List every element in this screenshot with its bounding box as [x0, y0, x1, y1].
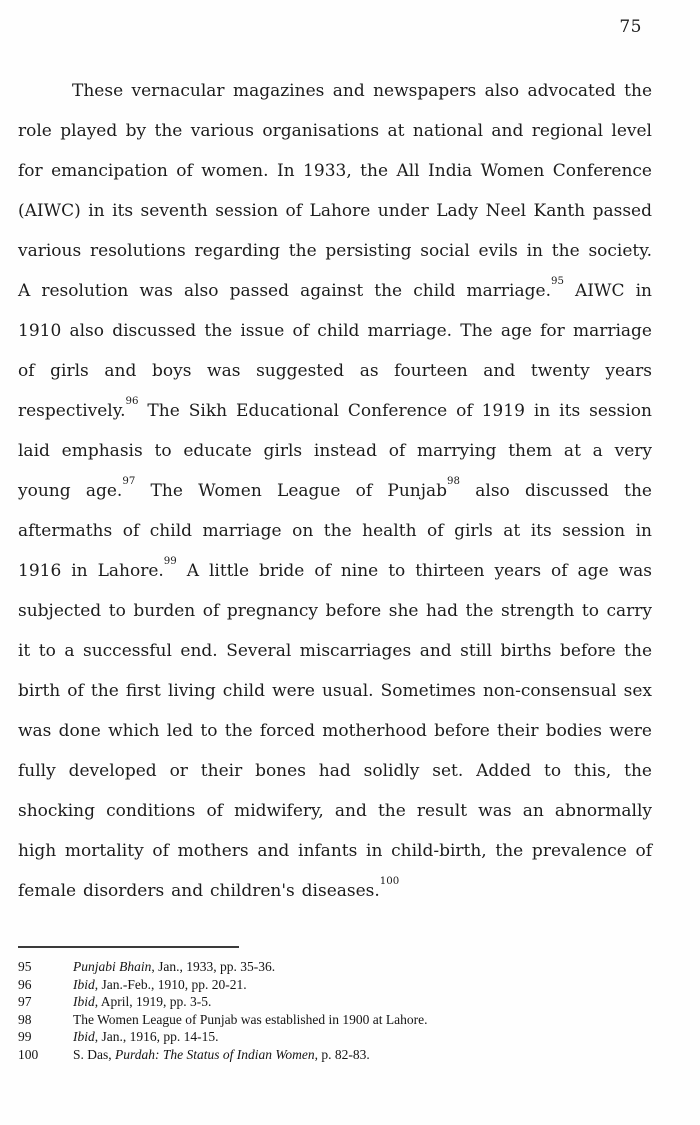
paragraph-text-run: also discussed the aftermaths of child marriage on the health of girls at its session in 1916 in Lahore. [18, 481, 652, 581]
footnote-item [18, 1028, 670, 1046]
body-paragraph [18, 71, 652, 911]
footnote-text [73, 1028, 219, 1046]
footnote-text [73, 976, 247, 994]
footnote-text-run: S. Das, [73, 1046, 116, 1062]
footnote-text-run: , Jan., 1933, pp. 35-36. [151, 959, 276, 974]
footnote-item [18, 958, 670, 976]
footnote-text-italic-run: Ibid [73, 1029, 95, 1045]
paragraph-text-run: AIWC in 1910 also discussed the issue of child marriage. The age for marriage of girls and boys was suggested as fourteen and twenty years respectively. [18, 281, 652, 421]
footnote-marker: 98 [447, 475, 461, 487]
footnote-item [18, 1046, 670, 1064]
footnote-marker: 95 [550, 275, 564, 287]
footnote-list [18, 958, 670, 1064]
paragraph-text-run: The Women League of Punjab [135, 481, 448, 501]
footnote-text-run: , April, 1919, pp. 3-5. [94, 994, 212, 1010]
footnote-text [73, 958, 275, 976]
footnote-marker: 99 [163, 555, 177, 567]
footnote-number: 95 [18, 959, 32, 974]
footnotes-section [18, 946, 670, 1064]
footnote-text-run: , Jan.-Feb., 1910, pp. 20-21. [94, 976, 247, 992]
footnote-text-run: , Jan., 1916, pp. 14-15. [94, 1029, 219, 1045]
footnote-number: 100 [18, 1046, 39, 1062]
footnote-text-italic-run: Purdah: The Status of Indian Women [115, 1046, 315, 1062]
footnote-text [73, 1046, 370, 1064]
footnote-marker: 96 [125, 395, 139, 407]
footnote-number: 96 [18, 976, 32, 992]
paragraph-text-run: A little bride of nine to thirteen years of age was subjected to burden of pregnancy before she had the strength to carry it to a successful end. Several miscarriages and still births before the birth of the first living child were usual. Sometimes non-consensual sex was done which led to the forced motherhood before their bodies were fully developed or their bones had solidly set. Added to this, the shocking conditions of midwifery, and the result was an abnormally high mortality of mothers and infants in child-birth, the prevalence of female disorders and children's diseases. [18, 561, 653, 901]
footnote-text-italic-run: Punjabi Bhain [73, 959, 152, 974]
footnote-marker: 97 [122, 475, 136, 487]
footnote-number: 98 [18, 1011, 32, 1027]
paragraph-text-run: These vernacular magazines and newspapers also advocated the role played by the various organisations at national and regional level for emancipation of women. In 1933, the All India Women Conference (AIWC) in its seventh session of Lahore under Lady Neel Kanth passed various resolutions regarding the persisting social evils in the society. A resolution was also passed against the child marriage. [18, 81, 652, 301]
footnote-text-italic-run: Ibid [73, 976, 95, 992]
footnote-item [18, 976, 670, 994]
paragraph-text-run: The Sikh Educational Conference of 1919 in its session laid emphasis to educate girls instead of marrying them at a very young age. [18, 401, 652, 501]
footnote-separator [18, 946, 239, 948]
footnote-item [18, 993, 670, 1011]
footnote-marker: 100 [379, 875, 400, 887]
footnote-text-run: The Women League of Punjab was established in 1900 at Lahore. [73, 1011, 428, 1027]
footnote-text-run: , p. 82-83. [314, 1046, 370, 1062]
footnote-text [73, 1011, 427, 1029]
footnote-number: 97 [18, 994, 32, 1010]
footnote-item [18, 1011, 670, 1029]
page-number: 75 [619, 17, 642, 37]
footnote-text-italic-run: Ibid [73, 994, 95, 1010]
footnote-number: 99 [18, 1029, 32, 1045]
footnote-text [73, 993, 211, 1011]
